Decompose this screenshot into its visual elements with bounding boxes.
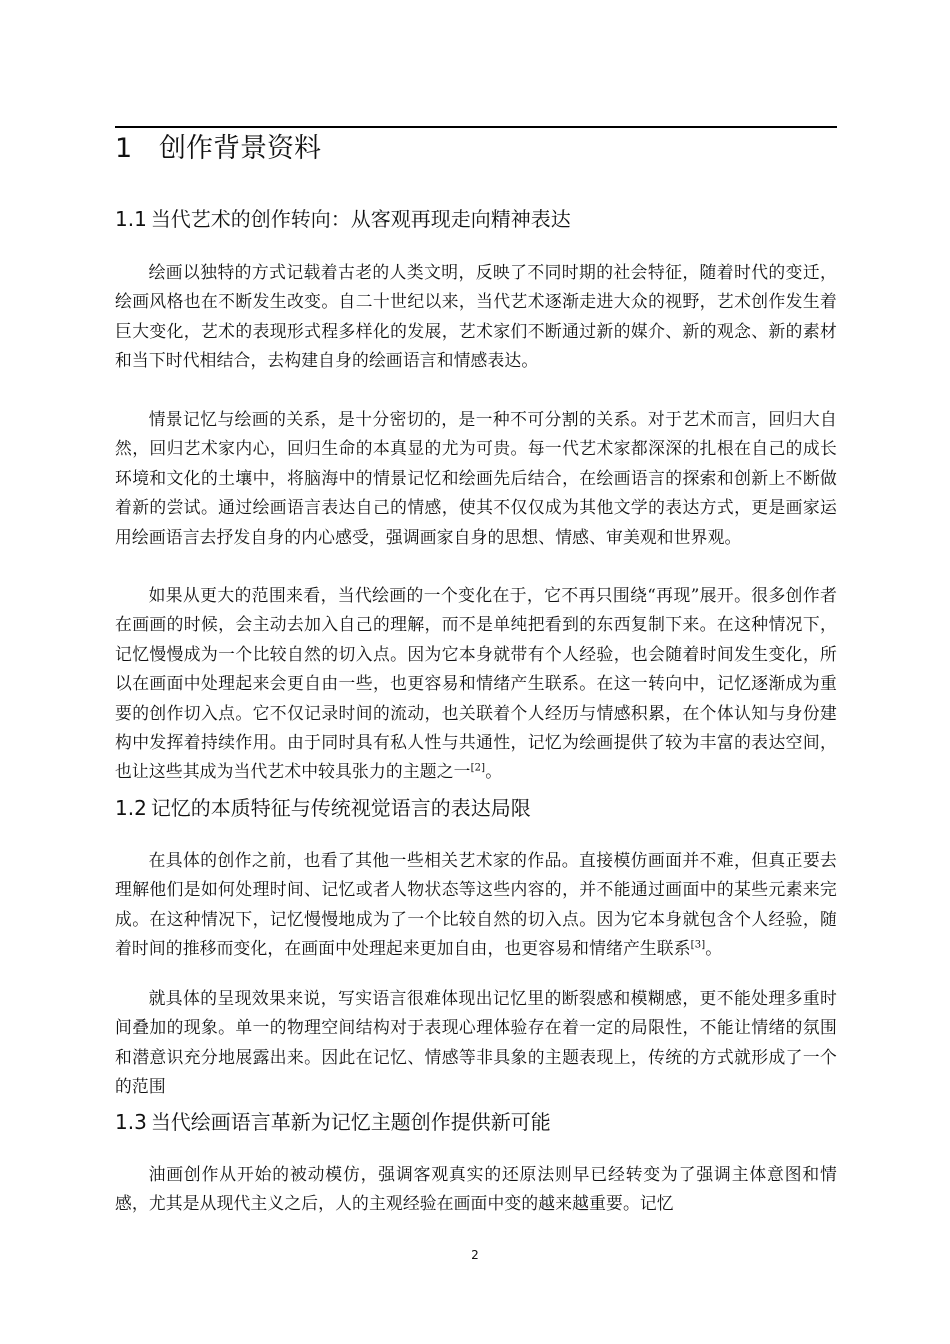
paragraph-1-3-1: 油画创作从开始的被动模仿，强调客观真实的还原法则早已经转变为了强调主体意图和情感，尤其是从现代主义之后，人的主观经验在画面中变的越来越重要。记忆: [115, 1164, 837, 1214]
paragraph-1-1-2: 情景记忆与绘画的关系，是十分密切的，是一种不可分割的关系。对于艺术而言，回归大自然，回归艺术家内心，回归生命的本真显的尤为可贵。每一代艺术家都深深的扎根在自己的成长环境和文化的土壤中，将脑海中的情景记忆和绘画先后结合，在绘画语言的探索和创新上不断做着新的尝试。通过绘画语言表达自己的情感，使其不仅仅成为其他文学的表达方式，更是画家运用绘画语言去抒发自身的内心感受，强调画家自身的思想、情感、审美观和世界观。: [115, 409, 837, 547]
citation: [2]: [470, 762, 486, 774]
paragraph-text: 在具体的创作之前，也看了其他一些相关艺术家的作品。直接模仿画面并不难，但真正要去理解他们是如何处理时间、记忆或者人物状态等这些内容的，并不能通过画面中的某些元素来完成。在这种情况下，记忆慢慢地成为了一个比较自然的切入点。因为它本身就包含个人经验，随着时间的推移而变化，在画面中处理起来更加自由，也更容易和情绪产生联系: [115, 850, 837, 959]
chapter-title: 创作背景资料: [159, 133, 321, 164]
paragraph-tail: 。: [485, 761, 503, 782]
page-number: 2: [471, 1248, 479, 1262]
section-heading-1-3: [115, 1107, 837, 1137]
section-number: 1.1: [115, 207, 147, 231]
section-number: 1.3: [115, 1110, 147, 1134]
section-number: 1.2: [115, 796, 147, 820]
section-title: 记忆的本质特征与传统视觉语言的表达局限: [150, 796, 531, 820]
chapter-heading: [115, 128, 837, 170]
paragraph-1-2-1: [115, 846, 837, 964]
section-heading-1-2: [115, 793, 837, 823]
section-title: 当代绘画语言革新为记忆主题创作提供新可能: [150, 1110, 551, 1134]
section-title: 当代艺术的创作转向：从客观再现走向精神表达: [150, 207, 571, 231]
paragraph-tail: 。: [705, 938, 723, 959]
paragraph-1-1-1: 绘画以独特的方式记载着古老的人类文明，反映了不同时期的社会特征，随着时代的变迁，绘画风格也在不断发生改变。自二十世纪以来，当代艺术逐渐走进大众的视野，艺术创作发生着巨大变化，艺术的表现形式程多样化的发展，艺术家们不断通过新的媒介、新的观念、新的素材和当下时代相结合，去构建自身的绘画语言和情感表达。: [115, 262, 837, 371]
paragraph-text: 如果从更大的范围来看，当代绘画的一个变化在于，它不再只围绕“再现”展开。很多创作者在画画的时候，会主动去加入自己的理解，而不是单纯把看到的东西复制下来。在这种情况下，记忆慢慢成为一个比较自然的切入点。因为它本身就带有个人经验，也会随着时间发生变化，所以在画面中处理起来会更自由一些，也更容易和情绪产生联系。在这一转向中，记忆逐渐成为重要的创作切入点。它不仅记录时间的流动，也关联着个人经历与情感积累，在个体认知与身份建构中发挥着持续作用。由于同时具有私人性与共通性，记忆为绘画提供了较为丰富的表达空间，也让这些其成为当代艺术中较具张力的主题之一: [115, 585, 837, 782]
citation: [3]: [690, 939, 706, 951]
section-heading-1-1: [115, 204, 837, 234]
chapter-number: 1: [115, 133, 133, 164]
paragraph-1-2-2: 就具体的呈现效果来说，写实语言很难体现出记忆里的断裂感和模糊感，更不能处理多重时间叠加的现象。单一的物理空间结构对于表现心理体验存在着一定的局限性，不能让情绪的氛围和潜意识充分地展露出来。因此在记忆、情感等非具象的主题表现上，传统的方式就形成了一个的范围: [115, 988, 837, 1097]
paragraph-1-1-3: [115, 581, 837, 787]
